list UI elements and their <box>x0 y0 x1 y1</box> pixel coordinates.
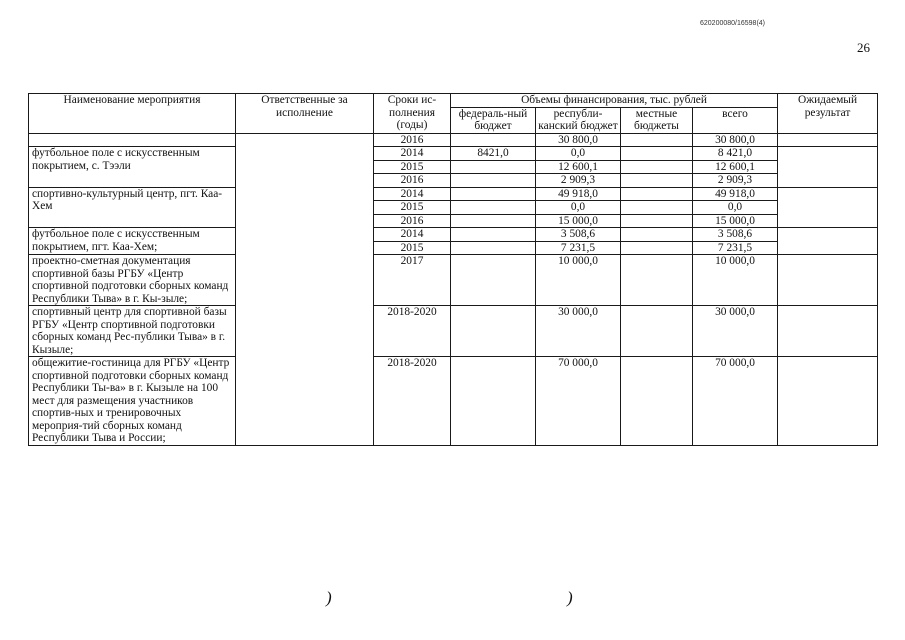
total-cell: 70 000,0 <box>693 357 778 446</box>
measure-name: общежитие-гостиница для РГБУ «Центр спортивной подготовки сборных команд Республики Ты-ва» в г. Кызыле на 100 мест для размещения участников спортив-ных и тренировочных мероприя-тий сборных команд Республики Тыва и России; <box>29 357 236 446</box>
local-cell <box>621 241 693 255</box>
header-federal: федераль-ный бюджет <box>451 107 536 133</box>
local-cell <box>621 147 693 161</box>
federal-cell <box>451 160 536 174</box>
republic-cell: 3 508,6 <box>536 228 621 242</box>
page-number: 26 <box>857 40 870 55</box>
republic-cell: 10 000,0 <box>536 255 621 306</box>
republic-cell: 0,0 <box>536 147 621 161</box>
table-row <box>29 357 878 446</box>
header-local: местные бюджеты <box>621 107 693 133</box>
republic-cell: 49 918,0 <box>536 187 621 201</box>
local-cell <box>621 255 693 306</box>
total-cell: 7 231,5 <box>693 241 778 255</box>
result-cell <box>778 133 878 147</box>
header-result: Ожидаемый результат <box>778 94 878 134</box>
local-cell <box>621 201 693 215</box>
local-cell <box>621 228 693 242</box>
local-cell <box>621 174 693 188</box>
year-cell: 2015 <box>374 160 451 174</box>
year-cell: 2016 <box>374 133 451 147</box>
federal-cell <box>451 133 536 147</box>
result-cell <box>778 228 878 255</box>
table-row <box>29 187 878 201</box>
federal-cell: 8421,0 <box>451 147 536 161</box>
year-cell: 2015 <box>374 201 451 215</box>
federal-cell <box>451 187 536 201</box>
federal-cell <box>451 357 536 446</box>
measure-name: футбольное поле с искусственным покрытием, с. Тээли <box>29 147 236 188</box>
republic-cell: 0,0 <box>536 201 621 215</box>
result-cell <box>778 306 878 357</box>
federal-cell <box>451 214 536 228</box>
year-cell: 2016 <box>374 174 451 188</box>
result-cell <box>778 357 878 446</box>
year-cell: 2014 <box>374 187 451 201</box>
table-row <box>29 147 878 161</box>
local-cell <box>621 357 693 446</box>
year-cell: 2015 <box>374 241 451 255</box>
federal-cell <box>451 306 536 357</box>
year-cell: 2018-2020 <box>374 357 451 446</box>
header-total: всего <box>693 107 778 133</box>
year-cell: 2014 <box>374 147 451 161</box>
total-cell: 3 508,6 <box>693 228 778 242</box>
total-cell: 10 000,0 <box>693 255 778 306</box>
local-cell <box>621 214 693 228</box>
funding-table <box>28 93 878 446</box>
table-row <box>29 133 878 147</box>
federal-cell <box>451 241 536 255</box>
republic-cell: 30 800,0 <box>536 133 621 147</box>
total-cell: 30 000,0 <box>693 306 778 357</box>
total-cell: 15 000,0 <box>693 214 778 228</box>
header-republic: республи-канский бюджет <box>536 107 621 133</box>
republic-cell: 7 231,5 <box>536 241 621 255</box>
local-cell <box>621 160 693 174</box>
republic-cell: 2 909,3 <box>536 174 621 188</box>
header-terms: Сроки ис-полнения (годы) <box>374 94 451 134</box>
result-cell <box>778 255 878 306</box>
year-cell: 2017 <box>374 255 451 306</box>
year-cell: 2016 <box>374 214 451 228</box>
handwritten-mark-right: ) <box>567 588 573 607</box>
federal-cell <box>451 255 536 306</box>
measure-name: проектно-сметная документация спортивной базы РГБУ «Центр спортивной подготовки сборных команд Республики Тыва» в г. Кы-зыле; <box>29 255 236 306</box>
year-cell: 2018-2020 <box>374 306 451 357</box>
federal-cell <box>451 228 536 242</box>
federal-cell <box>451 174 536 188</box>
republic-cell: 12 600,1 <box>536 160 621 174</box>
year-cell: 2014 <box>374 228 451 242</box>
measure-name <box>29 133 236 147</box>
total-cell: 30 800,0 <box>693 133 778 147</box>
total-cell: 49 918,0 <box>693 187 778 201</box>
total-cell: 2 909,3 <box>693 174 778 188</box>
federal-cell <box>451 201 536 215</box>
table-row <box>29 255 878 306</box>
table-body <box>29 133 878 445</box>
result-cell <box>778 147 878 188</box>
total-cell: 12 600,1 <box>693 160 778 174</box>
document-id: 620200080/16598(4) <box>700 20 766 27</box>
header-responsible: Ответственные за исполнение <box>236 94 374 134</box>
republic-cell: 15 000,0 <box>536 214 621 228</box>
total-cell: 0,0 <box>693 201 778 215</box>
local-cell <box>621 187 693 201</box>
header-funding-group: Объемы финансирования, тыс. рублей <box>451 94 778 108</box>
table-row <box>29 306 878 357</box>
local-cell <box>621 306 693 357</box>
responsible-cell <box>236 133 374 445</box>
republic-cell: 30 000,0 <box>536 306 621 357</box>
table-row <box>29 228 878 242</box>
header-name: Наименование мероприятия <box>29 94 236 134</box>
total-cell: 8 421,0 <box>693 147 778 161</box>
handwritten-mark-left: ) <box>326 588 332 607</box>
measure-name: футбольное поле с искусственным покрытием, пгт. Каа-Хем; <box>29 228 236 255</box>
measure-name: спортивный центр для спортивной базы РГБУ «Центр спортивной подготовки сборных команд Рес-публики Тыва» в г. Кызыле; <box>29 306 236 357</box>
republic-cell: 70 000,0 <box>536 357 621 446</box>
measure-name: спортивно-культурный центр, пгт. Каа-Хем <box>29 187 236 228</box>
local-cell <box>621 133 693 147</box>
result-cell <box>778 187 878 228</box>
